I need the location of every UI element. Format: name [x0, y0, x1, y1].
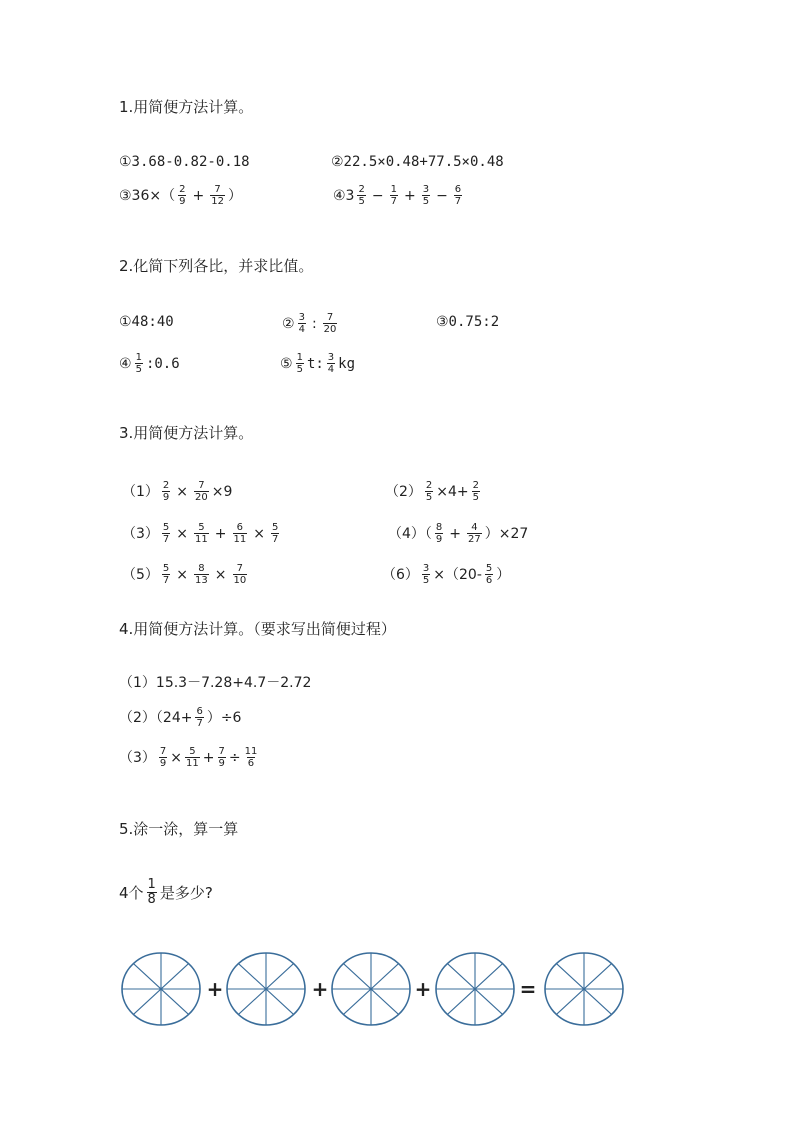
- fraction: $\frac{1}{7}$: [390, 184, 397, 207]
- q5-prompt: 4个 1 8 是多少?: [119, 877, 213, 907]
- fraction: 2 5: [358, 184, 365, 207]
- q3-title: 3.用简便方法计算。: [119, 424, 254, 442]
- q1-title: 1.用简便方法计算。: [119, 98, 254, 116]
- q4-item-1: （1）15.3－7.28+4.7－2.72: [119, 675, 312, 691]
- fraction: $\frac{2}{9}$: [162, 480, 170, 503]
- circle-eighths-5: [545, 953, 623, 1025]
- op-plus-2: +: [311, 977, 329, 1001]
- fraction: $\frac{2}{5}$: [472, 480, 480, 503]
- q4-title: 4.用简便方法计算。（要求写出简便过程）: [119, 620, 396, 638]
- fraction: 1 8: [147, 877, 156, 907]
- fraction: $\frac{6}{7}$: [196, 706, 203, 729]
- fraction: $\frac{6}{7}$: [454, 184, 462, 207]
- fraction: 8 9: [435, 522, 443, 545]
- circle-eighths-1: [122, 953, 200, 1025]
- fraction: $\frac{5}{7}$: [162, 522, 170, 545]
- q3-item-6: （6） $\frac{3}{5}$ ×（20- 5 6 ）: [382, 563, 511, 586]
- q3-item-2: （2） $\frac{2}{5}$ ×4+ $\frac{2}{5}$: [385, 480, 480, 503]
- q2-item-4: ④ 1 5 :0.6: [119, 352, 180, 375]
- q5-title: 5.涂一涂，算一算: [119, 820, 239, 838]
- circle-eighths-3: [332, 953, 410, 1025]
- op-plus-3: +: [414, 977, 432, 1001]
- q3-item-1: （1） $\frac{2}{9}$ × $\frac{7}{20}$ ×9: [122, 480, 233, 503]
- fraction: $\frac{8}{13}$: [195, 563, 208, 586]
- fraction: 3 4: [327, 352, 335, 375]
- q2-item-1: ①48:40: [119, 314, 174, 330]
- q2-item-3: ③0.75:2: [436, 314, 500, 330]
- q4-item-2: （2）（24+ $\frac{6}{7}$ ）÷6: [119, 706, 242, 729]
- fraction: 5 6: [485, 563, 493, 586]
- q1-item-3: ③36×（ 2 9 + $\frac{7}{12}$ ）: [119, 184, 242, 207]
- fraction: $\frac{3}{5}$: [422, 184, 430, 207]
- q3-item-5: （5） $\frac{5}{7}$ × $\frac{8}{13}$ × $\frac{7}{10}$: [122, 563, 247, 586]
- q1-item-1: ①3.68-0.82-0.18: [119, 154, 250, 170]
- fraction: $\frac{5}{11}$: [195, 522, 208, 545]
- fraction: 1 5: [296, 352, 303, 375]
- circle-eighths-4: [436, 953, 514, 1025]
- fraction: $\frac{3}{5}$: [422, 563, 430, 586]
- q2-item-2: ② 3 4 : 7 20: [282, 312, 337, 335]
- q3-item-4: （4）（ 8 9 + $\frac{4}{27}$ ）×27: [388, 522, 529, 545]
- fraction: $\frac{11}{6}$: [244, 746, 258, 769]
- fraction: $\frac{7}{9}$: [218, 746, 225, 769]
- circle-eighths-2: [227, 953, 305, 1025]
- fraction: $\frac{7}{20}$: [195, 480, 208, 503]
- fraction: 2 9: [179, 184, 186, 207]
- fraction: $\frac{5}{7}$: [162, 563, 170, 586]
- fraction: $\frac{5}{7}$: [271, 522, 279, 545]
- q1-item-2: ②22.5×0.48+77.5×0.48: [331, 154, 504, 170]
- op-plus-1: +: [206, 977, 224, 1001]
- q4-item-3: （3） $\frac{7}{9}$ × $\frac{5}{11}$ + $\frac{7}{9}$ ÷ $\frac{11}{6}$: [119, 746, 258, 769]
- fraction: 3 4: [298, 312, 305, 335]
- fraction: 7 20: [323, 312, 337, 335]
- fraction: $\frac{7}{10}$: [233, 563, 247, 586]
- fraction: 1 5: [135, 352, 142, 375]
- op-equals: =: [519, 977, 537, 1001]
- circles-diagram: [0, 940, 794, 1040]
- fraction: $\frac{7}{9}$: [159, 746, 167, 769]
- q3-item-3: （3） $\frac{5}{7}$ × $\frac{5}{11}$ + $\frac{6}{11}$ × $\frac{5}{7}$: [122, 522, 279, 545]
- fraction: $\frac{2}{5}$: [425, 480, 433, 503]
- fraction: $\frac{6}{11}$: [233, 522, 247, 545]
- fraction: $\frac{4}{27}$: [468, 522, 481, 545]
- fraction: $\frac{5}{11}$: [186, 746, 199, 769]
- q1-item-4: ④3 2 5 − $\frac{1}{7}$ + $\frac{3}{5}$ − $\frac{6}{7}$: [333, 184, 462, 207]
- fraction: $\frac{7}{12}$: [211, 184, 224, 207]
- q2-title: 2.化简下列各比，并求比值。: [119, 257, 314, 275]
- q2-item-5: ⑤ 1 5 t: 3 4 kg: [280, 352, 356, 375]
